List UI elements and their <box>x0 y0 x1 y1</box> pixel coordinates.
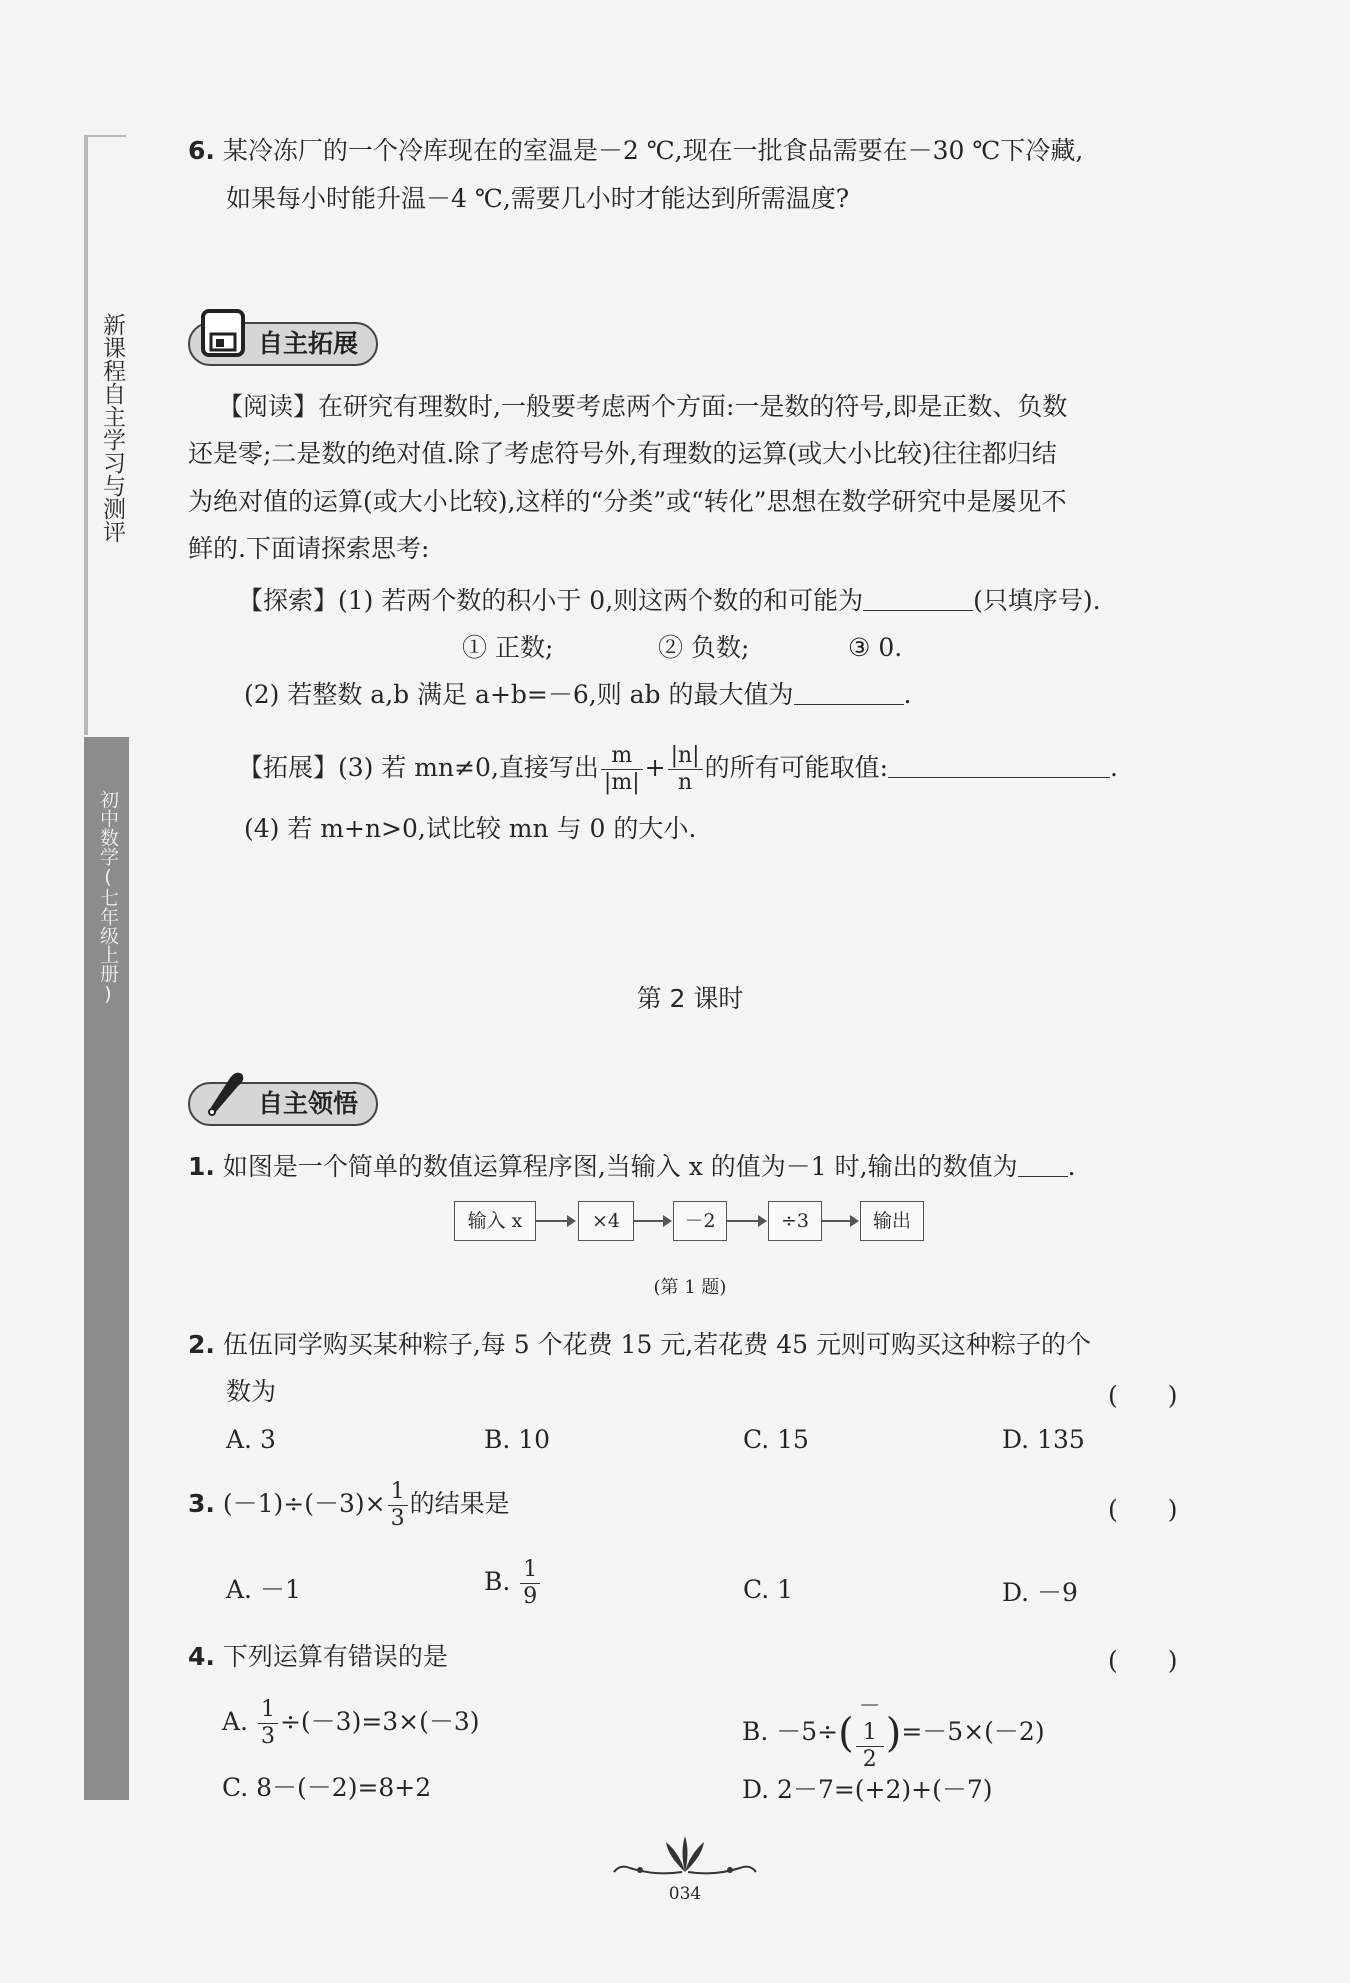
answer-bracket[interactable]: ( ) <box>1108 1646 1178 1675</box>
answer-bracket[interactable]: ( ) <box>1108 1381 1178 1410</box>
reading-line3: 为绝对值的运算(或大小比较),这样的“分类”或“转化”思想在数学研究中是屡见不 <box>188 487 1067 516</box>
option-d[interactable]: D. －9 <box>1002 1578 1078 1607</box>
option-d[interactable]: D. 135 <box>1002 1425 1085 1454</box>
option-d[interactable]: D. 2－7=(+2)+(－7) <box>742 1775 993 1804</box>
option-c[interactable]: C. 1 <box>743 1575 794 1604</box>
book-title: 新课程自主学习与测评 <box>99 313 125 543</box>
reading-line4: 鲜的.下面请探索思考: <box>188 534 430 563</box>
answer-blank[interactable] <box>863 580 973 611</box>
book-subtitle: 初中数学(七年级上册) <box>97 790 119 1005</box>
section-badge-comprehension: 自主领悟 <box>188 1082 378 1126</box>
fraction-one-third: $\frac{1}{3}$ <box>258 1697 278 1750</box>
option-a[interactable]: A. －1 <box>226 1575 301 1604</box>
flow-arrow <box>822 1220 857 1222</box>
left-paren: ( <box>838 1710 854 1757</box>
option-b[interactable]: B. 10 <box>484 1425 551 1454</box>
flow-arrow <box>727 1220 765 1222</box>
question-2-line2: 数为 <box>226 1377 277 1406</box>
flow-multiply-box: ×4 <box>578 1201 634 1241</box>
flow-arrow <box>536 1220 574 1222</box>
explore-3: 【拓展】(3) 若 mn≠0,直接写出 $\frac{m}{|m|}$ + $\frac{|n|}{n}$ 的所有可能取值: . <box>238 743 1118 795</box>
section-badge-extension: 自主拓展 <box>188 322 378 366</box>
fraction-neg-one-half: － 1 2 <box>856 1694 884 1773</box>
flow-subtract-box: －2 <box>673 1201 727 1241</box>
explore-choice-3: ③ 0. <box>848 633 903 662</box>
fraction-abs-n-over-n: $\frac{|n|}{n}$ <box>668 743 703 796</box>
lesson-title: 第 2 课时 <box>636 984 744 1013</box>
answer-blank[interactable] <box>794 674 904 705</box>
question-3: 3. (－1)÷(－3)× $\frac{1}{3}$ 的结果是 <box>188 1479 510 1531</box>
question-4: 4. 下列运算有错误的是 <box>188 1642 448 1671</box>
flow-output-box: 输出 <box>860 1201 924 1241</box>
question-2-line1: 2. 伍伍同学购买某种粽子,每 5 个花费 15 元,若花费 45 元则可购买这种粽子的个 <box>188 1330 1091 1359</box>
right-paren: ) <box>885 1710 902 1757</box>
explore-choice-1: ① 正数; <box>462 633 554 662</box>
explore-2: (2) 若整数 a,b 满足 a+b=－6,则 ab 的最大值为 . <box>244 672 911 718</box>
option-a[interactable]: A. $\frac{1}{3}$ ÷(－3)=3×(－3) <box>222 1697 480 1749</box>
explore-4: (4) 若 m+n>0,试比较 mn 与 0 的大小. <box>244 814 697 843</box>
question-6-line1: 6. 某冷冻厂的一个冷库现在的室温是－2 ℃,现在一批食品需要在－30 ℃下冷藏, <box>188 136 1084 165</box>
option-c[interactable]: C. 8－(－2)=8+2 <box>222 1773 432 1802</box>
page-number: 034 <box>668 1884 702 1904</box>
reading-line2: 还是零;二是数的绝对值.除了考虑符号外,有理数的运算(或大小比较)往往都归结 <box>188 439 1057 468</box>
option-a[interactable]: A. 3 <box>226 1425 276 1454</box>
fraction-m-over-abs-m: $\frac{m}{|m|}$ <box>601 743 643 796</box>
question-number: 6. <box>188 136 215 165</box>
option-c[interactable]: C. 15 <box>743 1425 809 1454</box>
option-b[interactable]: B. －5÷( － 1 2 )=－5×(－2) <box>742 1694 1045 1772</box>
flow-input-box: 输入 x <box>454 1201 536 1241</box>
question-1: 1. 如图是一个简单的数值运算程序图,当输入 x 的值为－1 时,输出的数值为 . <box>188 1144 1076 1190</box>
answer-blank[interactable] <box>888 747 1110 778</box>
figure-caption: (第 1 题) <box>653 1277 727 1298</box>
reading-line1: 【阅读】在研究有理数时,一般要考虑两个方面:一是数的符号,即是正数、负数 <box>218 392 1068 421</box>
floral-ornament-icon <box>610 1832 760 1882</box>
flow-divide-box: ÷3 <box>768 1201 822 1241</box>
fraction-one-third: $\frac{1}{3}$ <box>388 1479 408 1532</box>
answer-bracket[interactable]: ( ) <box>1108 1495 1178 1524</box>
explore-1: 【探索】(1) 若两个数的积小于 0,则这两个数的和可能为 (只填序号). <box>238 578 1101 624</box>
option-b[interactable]: B. $\frac{1}{9}$ <box>484 1552 542 1612</box>
floppy-disk-icon <box>200 308 248 360</box>
pen-icon <box>200 1068 248 1120</box>
sidebar-top-rule <box>84 135 126 137</box>
sidebar-rule <box>84 135 88 735</box>
fraction-one-ninth: $\frac{1}{9}$ <box>520 1557 540 1610</box>
flow-arrow <box>634 1220 670 1222</box>
explore-choice-2: ② 负数; <box>658 633 750 662</box>
question-6-line2: 如果每小时能升温－4 ℃,需要几小时才能达到所需温度? <box>226 184 850 213</box>
answer-blank[interactable] <box>1018 1146 1068 1177</box>
